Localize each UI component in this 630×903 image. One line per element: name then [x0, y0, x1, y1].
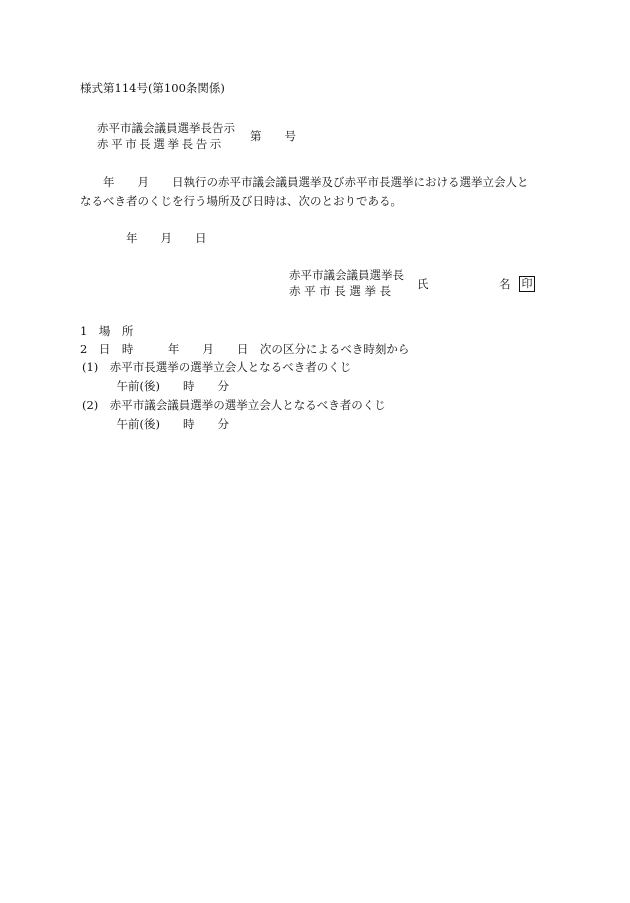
- subitem-council-lottery: (2) 赤平市議会議員選挙の選挙立会人となるべき者のくじ: [82, 398, 386, 412]
- subitem-mayor-time: 午前(後) 時 分: [82, 379, 229, 393]
- subitem-mayor-lottery: (1) 赤平市長選挙の選挙立会人となるべき者のくじ: [82, 360, 352, 374]
- form-number: 様式第114号(第100条関係): [80, 81, 225, 95]
- body-paragraph-line2: なるべき者のくじを行う場所及び日時は、次のとおりである。: [80, 194, 402, 208]
- item-place: 1 場 所: [80, 324, 134, 338]
- issuer-title-council: 赤平市議会議員選挙長告示: [97, 121, 235, 135]
- notice-date: 年 月 日: [80, 231, 207, 245]
- seal-mark: 印: [519, 276, 535, 292]
- signer-title-mayor: 赤平市長選挙長: [289, 284, 395, 298]
- notice-number: 第 号: [250, 129, 296, 143]
- name-label: 名: [499, 277, 511, 291]
- surname-label: 氏: [417, 277, 429, 291]
- subitem-council-time: 午前(後) 時 分: [82, 417, 229, 431]
- item-datetime: 2 日 時 年 月 日 次の区分によるべき時刻から: [80, 342, 410, 356]
- body-paragraph-line1: 年 月 日執行の赤平市議会議員選挙及び赤平市長選挙における選挙立会人と: [80, 175, 529, 189]
- issuer-title-mayor: 赤平市長選挙長告示: [97, 137, 224, 151]
- signer-title-council: 赤平市議会議員選挙長: [289, 268, 404, 282]
